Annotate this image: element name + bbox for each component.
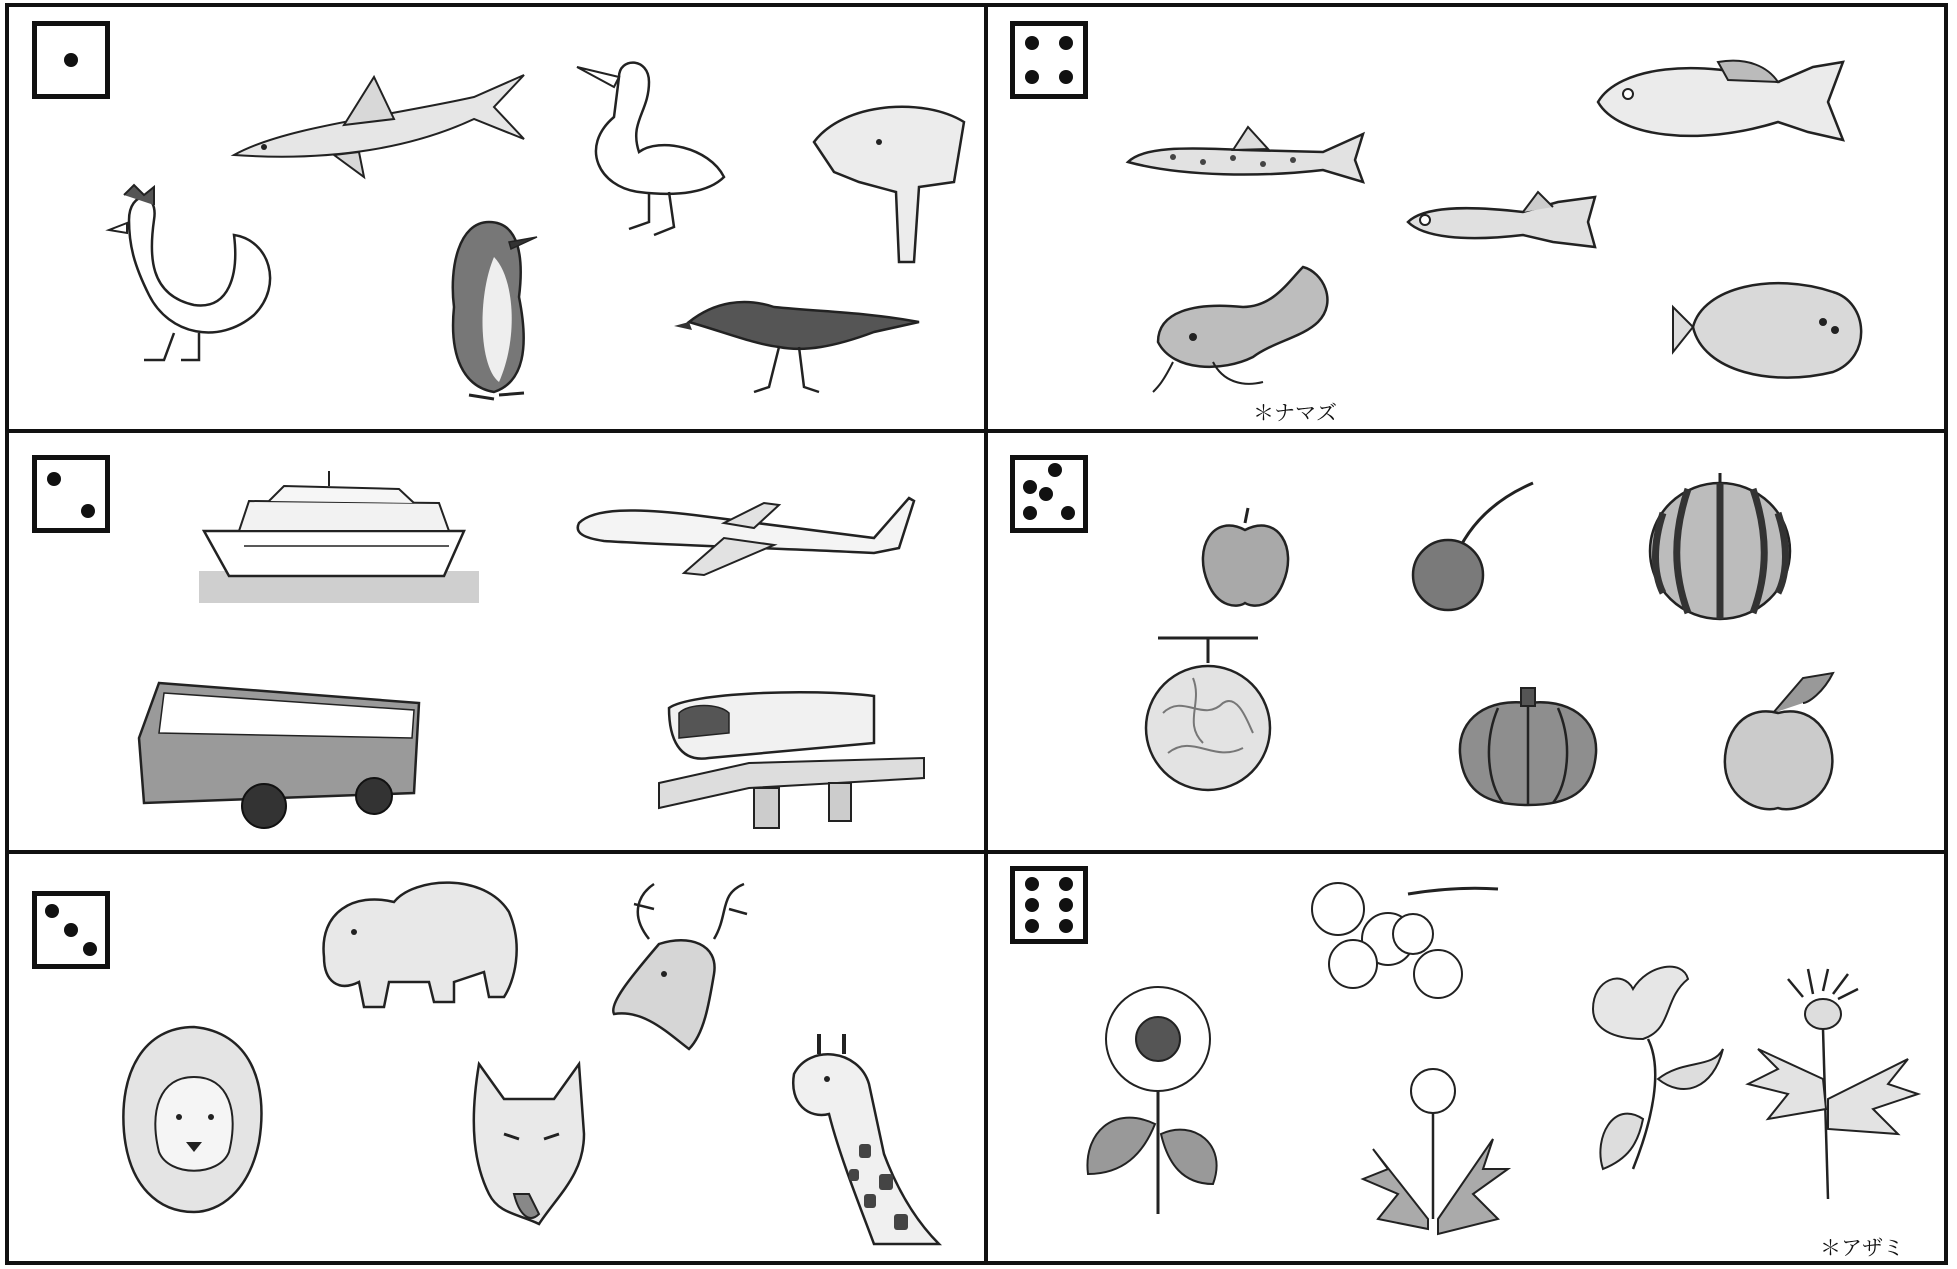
- elephant-icon: [804, 102, 969, 267]
- medaka-icon: [1403, 187, 1598, 257]
- hippo-icon: [314, 872, 519, 1017]
- apple-icon: [1198, 508, 1293, 613]
- panel-die-five: [988, 433, 1944, 850]
- crow-icon: [684, 292, 924, 397]
- panel-die-six: [988, 854, 1944, 1269]
- thistle-note: ＊アザミ: [1820, 1236, 1904, 1260]
- panel-die-one: [9, 7, 984, 429]
- panel-die-two: [9, 433, 984, 850]
- monorail-icon: [659, 688, 924, 838]
- die-two-icon: [32, 455, 110, 533]
- melon-icon: [1143, 633, 1273, 793]
- loach-icon: [1123, 122, 1368, 192]
- lion-icon: [119, 1022, 269, 1217]
- sunflower-icon: [1083, 984, 1228, 1214]
- rooster-icon: [109, 185, 284, 363]
- wolf-icon: [469, 1064, 589, 1229]
- panel-die-four: [988, 7, 1944, 429]
- dandelion-icon: [1353, 1069, 1508, 1244]
- die-six-icon: [1010, 866, 1088, 944]
- panel-die-three: [9, 854, 984, 1269]
- die-five-icon: [1010, 455, 1088, 533]
- catfish-icon: [1153, 262, 1338, 392]
- peach-icon: [1723, 673, 1838, 813]
- bus-icon: [139, 678, 424, 833]
- die-one-icon: [32, 21, 110, 99]
- watermelon-icon: [1648, 473, 1793, 623]
- duck-icon: [569, 57, 734, 237]
- die-four-icon: [1010, 21, 1088, 99]
- cherry-icon: [1408, 483, 1538, 613]
- shark-icon: [224, 67, 534, 177]
- cherry-blossom-icon: [1298, 879, 1498, 1009]
- pumpkin-icon: [1458, 683, 1598, 808]
- catfish-note: ＊ナマズ: [1253, 401, 1337, 425]
- giraffe-icon: [789, 1034, 939, 1244]
- deer-icon: [609, 884, 749, 1069]
- airplane-icon: [574, 493, 919, 588]
- die-three-icon: [32, 891, 110, 969]
- carp-icon: [1588, 52, 1848, 147]
- ship-icon: [199, 471, 479, 603]
- picture-grid: [5, 3, 1948, 1265]
- flounder-icon: [1673, 272, 1873, 387]
- thistle-icon: [1748, 969, 1918, 1199]
- penguin-icon: [439, 217, 539, 402]
- iris-icon: [1573, 959, 1723, 1174]
